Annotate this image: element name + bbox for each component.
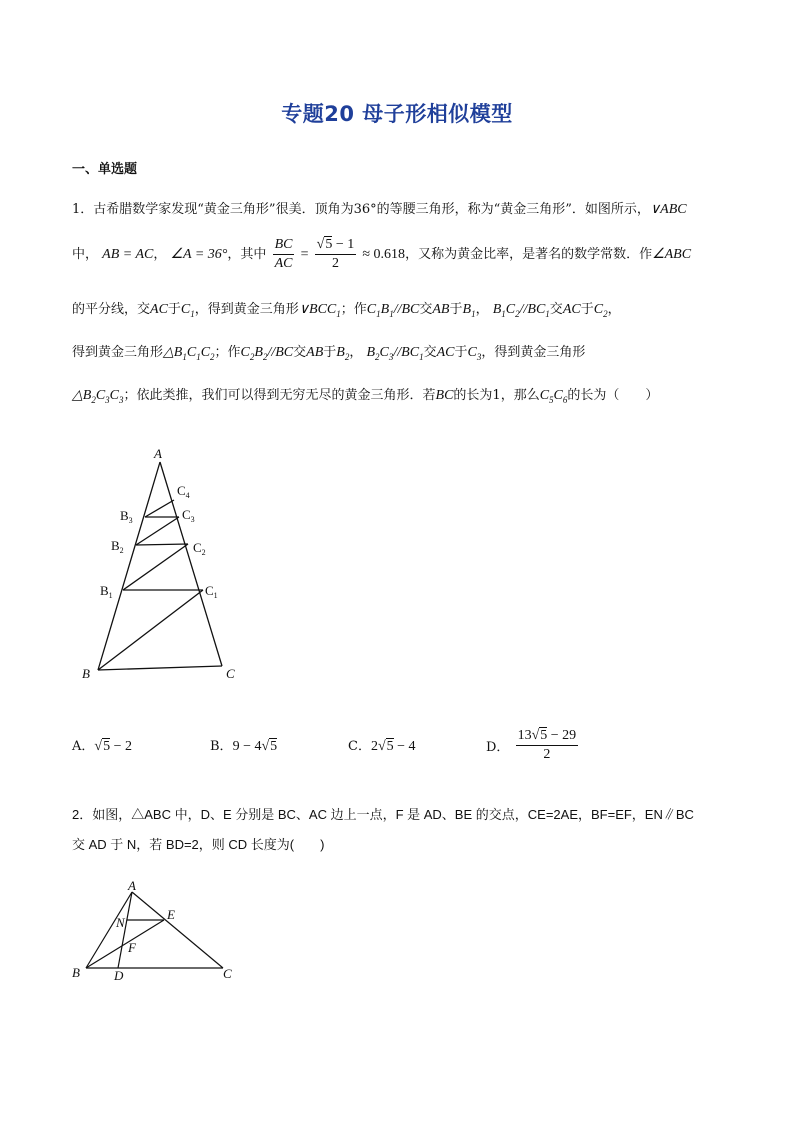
label-c1: $C_1$ — [205, 583, 218, 600]
label-c3: $C_3$ — [182, 507, 195, 524]
q1-line-1: 1．古希腊数学家发现“黄金三角形”很美．顶角为36°的等腰三角形，称为“黄金三角形”．如图所示，∨ABC — [72, 202, 687, 217]
label-c: C — [223, 966, 232, 981]
fraction-golden-ratio: $\frac{√5 - 1}{2}$ — [316, 237, 355, 271]
label-c: C — [226, 666, 235, 681]
label-c4: $C_4$ — [177, 483, 190, 500]
label-e: E — [167, 907, 175, 922]
option-b[interactable]: B．9 − 4√5 — [210, 739, 278, 754]
side-ac — [132, 892, 223, 968]
side-bc — [98, 666, 222, 670]
q1-line-5: $\triangle B_2C_3C_3$；依此类推，我们可以得到无穷无尽的黄金三角形．若BC的长为1，那么$C_5C_6$的长为（ ） — [72, 388, 659, 405]
fraction-bc-ac: $\frac{BC}{AC}$ — [274, 237, 293, 271]
golden-triangle-figure — [78, 440, 258, 690]
option-a[interactable]: A．√5 − 2 — [72, 739, 132, 754]
label-b2: $B_2$ — [111, 538, 124, 555]
q1-line-4: 得到黄金三角形$\triangle B_1C_1C_2$；作$C_2B_2//BC$交AB于$B_2$， $B_2C_3//BC_1$交AC于$C_3$，得到黄金三角形 — [72, 345, 586, 362]
q1-line-2: 中， AB = AC， ∠A = 36°，其中 $\frac{BC}{AC}$ = $\frac{√5 - 1}{2}$ ≈ 0.618，又称为黄金比率，是著名的数学常数．作∠ABC — [72, 237, 692, 271]
label-f: F — [128, 940, 136, 955]
option-d[interactable]: D． $\frac{13√5 - 29}{2}$ — [486, 728, 577, 762]
segment-c2b2 — [136, 544, 188, 545]
label-d: D — [114, 968, 124, 983]
triangle-abc-figure — [68, 880, 248, 990]
label-b3: $B_3$ — [120, 508, 133, 525]
option-c[interactable]: C．2√5 − 4 — [348, 739, 416, 754]
q2-line-2: 交 AD 于 N，若 BD=2，则 CD 长度为( ) — [72, 837, 325, 852]
label-b1: $B_1$ — [100, 583, 113, 600]
label-a: A — [154, 446, 162, 461]
label-a: A — [128, 880, 136, 893]
label-b: B — [72, 965, 80, 980]
page-title: 专题20 母子形相似模型 — [281, 102, 513, 126]
label-n: N — [116, 915, 125, 930]
section-heading: 一、单选题 — [72, 162, 138, 177]
side-ac — [160, 462, 222, 666]
label-c2: $C_2$ — [193, 540, 206, 557]
label-b: B — [82, 666, 90, 681]
q2-line-1: 2．如图，△ABC 中，D、E 分别是 BC、AC 边上一点，F 是 AD、BE 的交点，CE=2AE，BF=EF，EN∥BC — [72, 807, 694, 822]
segment-b1c2 — [123, 544, 188, 590]
q1-line-3: 的平分线，交AC于$C_1$，得到黄金三角形$\vee BCC_1$；作$C_1B_1//BC$交AB于$B_1$， $B_1C_2//BC_1$交AC于$C_2$， — [72, 302, 621, 319]
side-ab — [98, 462, 160, 670]
bisector-bc1 — [98, 590, 203, 670]
segment-b3c4 — [145, 500, 174, 517]
